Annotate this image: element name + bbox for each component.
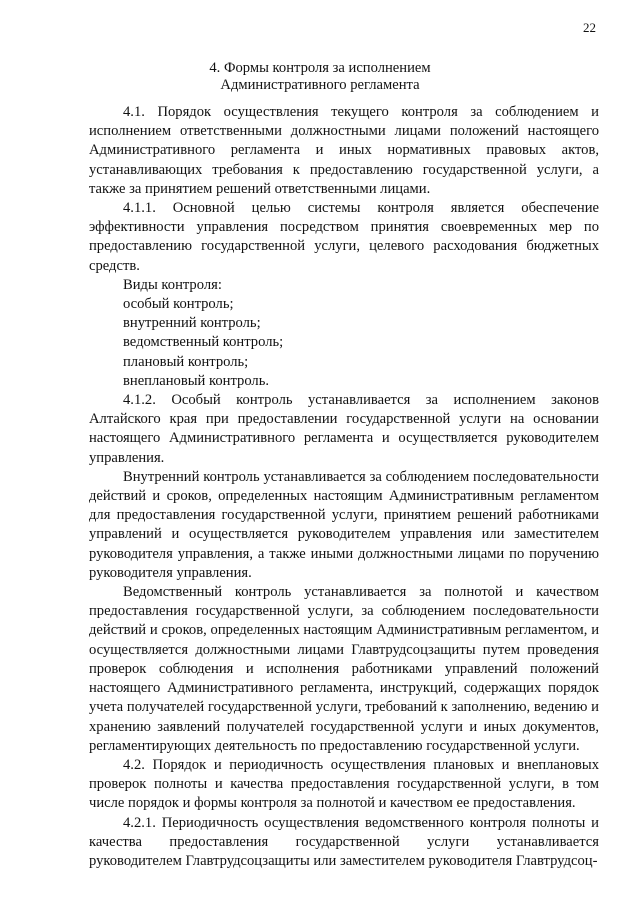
paragraph-departmental-control: Ведомственный контроль устанавливается за полнотой и качеством предоставления государственной услуги, за соблюдением последовательности действий и сроков, определенных настоящим Административным регламентом, и осуществляется должностными лицами Главтрудсоцзащиты путем проведения проверок соблюдения и исполнения работниками управлений положений настоящего Административного регламента, инструкций, содержащих порядок учета получателей государственной услуги, требований к заполнению, ведению и хранению заявлений получателей государственной услуги и иных документов, регламентирующих деятельность по предоставлению государственной услуги.: [89, 584, 599, 754]
list-item: ведомственный контроль;: [123, 334, 284, 351]
paragraph-4-2-1: 4.2.1. Периодичность осуществления ведомственного контроля полноты и качества предоставления государственной услуги устанавливается руководителем Главтрудсоцзащиты или заместителем руководителя Главтрудсоц-: [89, 814, 599, 869]
control-types-label: Виды контроля:: [123, 276, 222, 293]
section-heading-line-1: 4. Формы контроля за исполнением: [209, 60, 431, 76]
control-types-list: [89, 295, 599, 391]
document-body: [89, 103, 599, 871]
section-heading-line-2: Административного регламента: [220, 77, 420, 93]
paragraph-4-1-1: 4.1.1. Основной целью системы контроля является обеспечение эффективности управления посредством принятия своевременных мер по предоставлению государственной услуги, целевого расходования бюджетных средств.: [89, 200, 599, 274]
list-item: плановый контроль;: [123, 353, 249, 370]
paragraph-4-1: 4.1. Порядок осуществления текущего контроля за соблюдением и исполнением ответственными должностными лицами положений настоящего Административного регламента и иных нормативных правовых актов, устанавливающих требования к предоставлению государственной услуги, а также за принятием решений ответственными лицами.: [89, 104, 599, 197]
paragraph-4-2: 4.2. Порядок и периодичность осуществления плановых и внеплановых проверок полноты и качества предоставления государственной услуги, в том числе порядок и формы контроля за полнотой и качеством ее предоставления.: [89, 756, 599, 812]
paragraph-internal-control: Внутренний контроль устанавливается за соблюдением последовательности действий и сроков, определенных настоящим Административным регламентом для предоставления государственной услуги, принятием решений работниками управлений и осуществляется руководителем управления или заместителем руководителя управления, а также иными должностными лицами по поручению руководителя управления.: [89, 468, 599, 581]
list-item: особый контроль;: [123, 296, 234, 313]
list-item: внутренний контроль;: [123, 315, 261, 332]
list-item: внеплановый контроль.: [123, 372, 270, 389]
page-number: 22: [583, 20, 596, 35]
paragraph-4-1-2: 4.1.2. Особый контроль устанавливается за исполнением законов Алтайского края при предоставлении государственной услуги на основании настоящего Административного регламента и осуществляется руководителем управления.: [89, 392, 599, 466]
section-heading: [0, 60, 640, 94]
